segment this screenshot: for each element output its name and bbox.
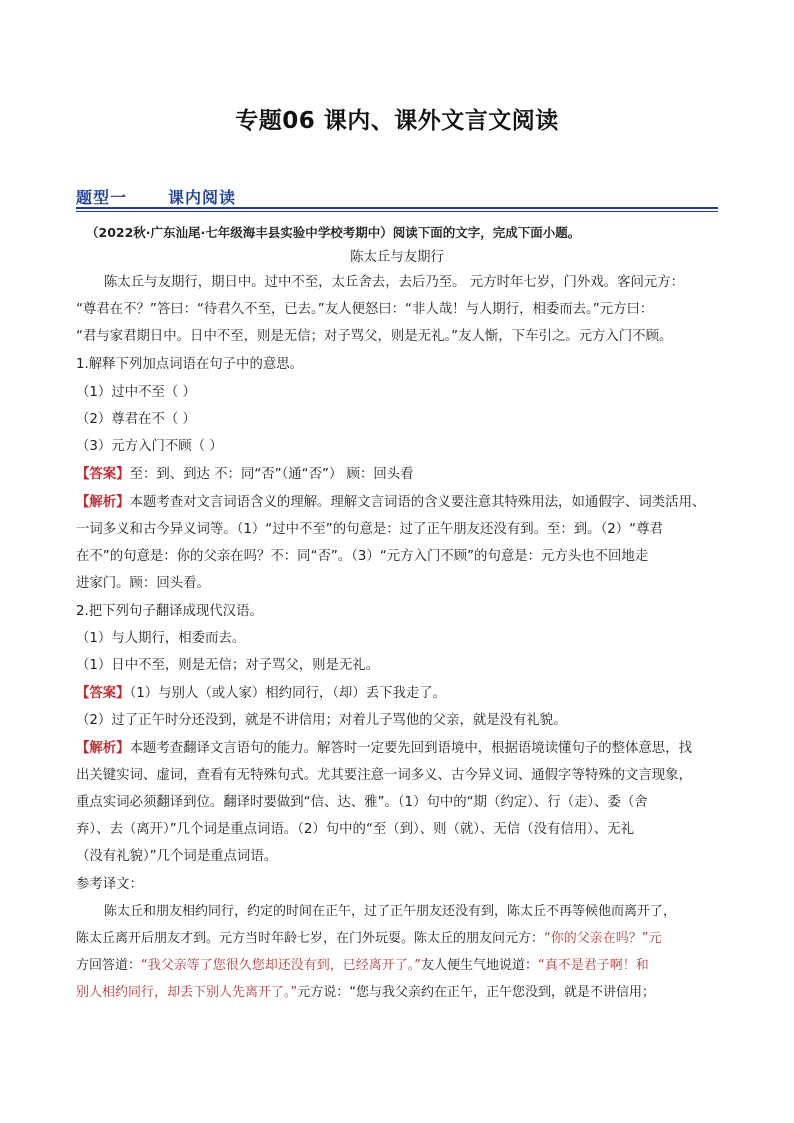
analysis-1 bbox=[76, 494, 724, 512]
question-2-prompt: 2.把下列句子翻译成现代汉语。 bbox=[76, 604, 263, 619]
analysis-line: （没有礼貌）”几个词是重点词语。 bbox=[76, 849, 278, 864]
passage-line: 陈太丘与友期行，期日中。过中不至，太丘舍去，去后乃至。 元方时年七岁，门外戏。客问元方： bbox=[104, 275, 685, 290]
answer-2 bbox=[76, 685, 724, 703]
answer-text: （1）与别人（或人家）相约同行，（却）丢下我走了。 bbox=[129, 686, 447, 701]
page-title: 专题06 课内、课外文言文阅读 bbox=[235, 108, 559, 134]
analysis-2 bbox=[76, 740, 724, 758]
section-label: 题型一 bbox=[76, 188, 128, 207]
analysis-line: 一词多义和古今异义词等。（1）“过中不至”的句意是：过了正午朋友还没有到。至：到。（2）“尊君 bbox=[76, 522, 663, 537]
answer-2-line: （2）过了正午时分还没到，就是不讲信用；对着儿子骂他的父亲，就是没有礼貌。 bbox=[76, 713, 567, 728]
reference-text: 元方说：“您与我父亲约在正午，正午您没到，就是不讲信用； bbox=[297, 985, 655, 1000]
reference-line bbox=[76, 984, 724, 1002]
analysis-text: 本题考查对文言词语含义的理解。理解文言词语的含义要注意其特殊用法，如通假字、词类活用、 bbox=[129, 495, 706, 510]
answer-text: 至：到、到达 不：同“否”（通“否”） 顾：回头看 bbox=[129, 467, 414, 482]
passage-title: 陈太丘与友期行 bbox=[350, 250, 444, 265]
analysis-line: 进家门。顾：回头看。 bbox=[76, 576, 210, 591]
reference-quote: “真不是君子啊！和 bbox=[538, 958, 649, 973]
answer-tag: 【答案】 bbox=[76, 467, 130, 482]
analysis-line: 出关键实词、虚词，查看有无特殊句式。尤其要注意一词多义、古今异义词、通假字等特殊的文言现象， bbox=[76, 768, 692, 783]
question-1-item: （1）过中不至（ ） bbox=[76, 385, 196, 400]
analysis-line: 在不”的句意是：你的父亲在吗？不：同“否”。（3）“元方入门不顾”的句意是：元方头也不回地走 bbox=[76, 549, 649, 564]
answer-tag: 【答案】 bbox=[76, 686, 130, 701]
section-header bbox=[76, 185, 718, 211]
reference-label: 参考译文： bbox=[76, 877, 143, 892]
question-2-item: （1）与人期行，相委而去。 bbox=[76, 631, 246, 646]
question-1-item: （2）尊君在不（ ） bbox=[76, 412, 196, 427]
reference-text: 友人便生气地说道： bbox=[421, 958, 539, 973]
reference-text: 陈太丘离开后朋友才到。元方当时年龄七岁，在门外玩耍。陈太丘的朋友问元方： bbox=[76, 931, 545, 946]
question-1-prompt: 1.解释下列加点词语在句子中的意思。 bbox=[76, 357, 304, 372]
analysis-line: 重点实词必须翻译到位。翻译时要做到“信、达、雅”。（1）句中的“期（约定）、行（走）、委（舍 bbox=[76, 795, 648, 810]
answer-1 bbox=[76, 466, 724, 484]
passage-line: “君与家君期日中。日中不至，则是无信；对子骂父，则是无礼。”友人惭，下车引之。元方入门不顾。 bbox=[76, 329, 673, 344]
reference-quote: “你的父亲在吗？”元 bbox=[544, 931, 662, 946]
analysis-line: 弃）、去（离开）”几个词是重点词语。（2）句中的“至（到）、则（就）、无信（没有信用）、无礼 bbox=[76, 822, 634, 837]
reference-line bbox=[76, 957, 724, 975]
question-1-item: （3）元方入门不顾（ ） bbox=[76, 439, 223, 454]
section-rule-thin bbox=[76, 211, 718, 212]
passage-line: “尊君在不？”答曰：“待君久不至，已去。”友人便怒曰：“非人哉！与人期行，相委而去。”元方曰： bbox=[76, 302, 654, 317]
analysis-tag: 【解析】 bbox=[76, 741, 130, 756]
reference-line: 陈太丘和朋友相约同行，约定的时间在正午，过了正午朋友还没有到，陈太丘不再等候他而离开了， bbox=[104, 904, 677, 919]
source-note: （2022秋·广东汕尾·七年级海丰县实验中学校考期中）阅读下面的文字，完成下面小题。 bbox=[86, 225, 581, 240]
analysis-tag: 【解析】 bbox=[76, 495, 130, 510]
reference-quote: 别人相约同行，却丢下别人先离开了。” bbox=[76, 985, 298, 1000]
analysis-text: 本题考查翻译文言语句的能力。解答时一定要先回到语境中，根据语境读懂句子的整体意思，找 bbox=[129, 741, 692, 756]
reference-line bbox=[76, 930, 724, 948]
question-2-item: （1）日中不至，则是无信；对子骂父，则是无礼。 bbox=[76, 658, 380, 673]
section-name: 课内阅读 bbox=[168, 188, 237, 207]
reference-quote: “我父亲等了您很久您却还没有到，已经离开了。” bbox=[141, 958, 421, 973]
reference-text: 方回答道： bbox=[76, 958, 142, 973]
section-rule bbox=[76, 207, 718, 209]
